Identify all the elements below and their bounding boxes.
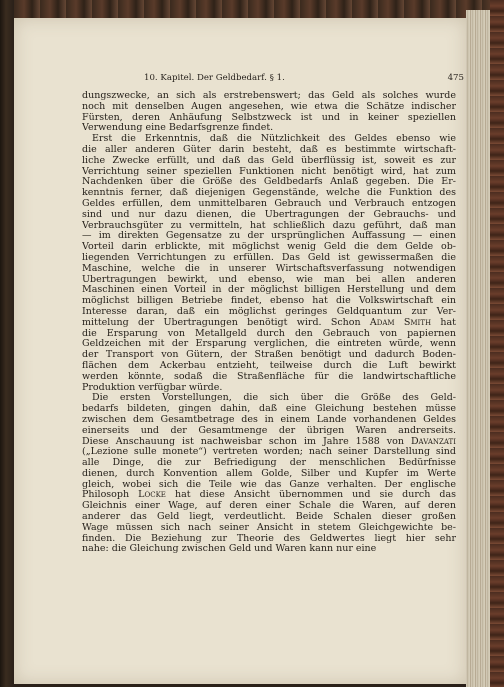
- text-line: gleich, wobei sich die Teile wie das Ganze verhalten. Der englische: [82, 479, 456, 490]
- text-line: einerseits und der Gesamtmenge der übrigen Waren andrerseits.: [82, 425, 456, 436]
- text-line: („Lezione sulle monete“) vertreten worden; nach seiner Darstellung sind: [82, 447, 456, 458]
- text-line: noch mit denselben Augen angesehen, wie etwa die Schätze indischer: [82, 101, 456, 112]
- text-line: Interesse daran, daß ein möglichst geringes Geldquantum zur Ver-: [82, 306, 456, 317]
- text-line: Maschine, welche die in unserer Wirtschaftsverfassung notwendigen: [82, 263, 456, 274]
- page-number: 475: [447, 73, 464, 83]
- text-line: zwischen dem Gesamtbetrage des in einem Lande vorhandenen Geldes: [82, 414, 456, 425]
- text-line: liche Zwecke erfüllt, und daß das Geld überflüssig ist, soweit es zur: [82, 155, 456, 166]
- text-line: kenntnis ferner, daß diejenigen Gegenstände, welche die Funktion des: [82, 188, 456, 199]
- text-line: anderer das Geld liegt, verdeutlicht. Beide Schalen dieser großen: [82, 512, 456, 523]
- text-line: Übertragungen bewirkt, und ebenso, wie man bei allen anderen: [82, 274, 456, 285]
- text-line: Erst die Erkenntnis, daß die Nützlichkeit des Geldes ebenso wie: [92, 134, 456, 145]
- text-line: Fürsten, deren Anhäufung Selbstzweck ist und in keiner speziellen: [82, 112, 456, 123]
- text-line: liegenden Verrichtungen zu erfüllen. Das Geld ist gewissermaßen die: [82, 252, 456, 263]
- text-line: mittelung der Übertragungen benötigt wird. Schon Adam Smith hat: [82, 317, 456, 328]
- text-line: dungszwecke, an sich als erstrebenswert; das Geld als solches wurde: [82, 91, 456, 101]
- text-line: möglichst billigen Betriebe findet, ebenso hat die Volkswirtschaft ein: [82, 296, 456, 307]
- text-line: Produktion verfügbar würde.: [82, 382, 223, 393]
- text-line: Philosoph Locke hat diese Ansicht übernommen und sie durch das: [82, 490, 456, 501]
- text-line: Diese Anschauung ist nachweisbar schon im Jahre 1588 von Davanzati: [82, 436, 456, 447]
- text-line: alle Dinge, die zur Befriedigung der menschlichen Bedürfnisse: [82, 458, 456, 469]
- text-line: die Ersparung von Metallgeld durch den Gebrauch von papiernen: [82, 328, 456, 339]
- text-line: Verrichtung seiner speziellen Funktionen nicht benötigt wird, hat zum: [82, 166, 456, 177]
- text-line: Verwendung eine Bedarfsgrenze findet.: [82, 123, 274, 134]
- text-line: nahe: die Gleichung zwischen Geld und Waren kann nur eine: [82, 544, 377, 555]
- text-line: finden. Die Beziehung zur Theorie des Geldwertes liegt hier sehr: [82, 533, 456, 544]
- text-line: Geldzeichen mit der Ersparung verglichen, die eintreten würde, wenn: [82, 339, 456, 350]
- text-line: Gleichnis einer Wage, auf deren einer Schale die Waren, auf deren: [82, 501, 456, 512]
- text-line: — im direkten Gegensatze zu der ursprünglichen Auffassung — einen: [82, 231, 456, 242]
- text-line: dienen, durch Konvention allem Golde, Silber und Kupfer im Werte: [82, 468, 456, 479]
- running-header-title: 10. Kapitel. Der Geldbedarf. § 1.: [144, 73, 285, 83]
- text-line: bedarfs bildeten, gingen dahin, daß eine Gleichung bestehen müsse: [82, 404, 456, 415]
- text-line: werden könnte, sodaß die Straßenfläche für die landwirtschaftliche: [82, 371, 456, 382]
- body-text: [82, 91, 456, 555]
- text-line: flächen dem Ackerbau entzieht, teilweise durch die Luft bewirkt: [82, 360, 456, 371]
- text-line: Vorteil darin erblickte, mit möglichst wenig Geld die dem Gelde ob-: [82, 242, 456, 253]
- text-line: sind und nur dazu dienen, die Übertragungen der Gebrauchs- und: [82, 209, 456, 220]
- text-line: Die ersten Vorstellungen, die sich über die Größe des Geld-: [92, 393, 456, 404]
- running-header: [96, 73, 468, 85]
- text-line: Geldes erfüllen, dem unmittelbaren Gebrauch und Verbrauch entzogen: [82, 198, 456, 209]
- text-line: Wage müssen sich nach seiner Ansicht in stetem Gleichgewichte be-: [82, 522, 456, 533]
- text-line: Verbrauchsgüter zu vermitteln, hat schließlich dazu geführt, daß man: [82, 220, 456, 231]
- text-line: Maschinen einen Vorteil in der möglichst billigen Herstellung und dem: [82, 285, 456, 296]
- text-line: die aller anderen Güter darin besteht, daß es bestimmte wirtschaft-: [82, 144, 456, 155]
- text-line: Nachdenken über die Größe des Geldbedarfs Anlaß gegeben. Die Er-: [82, 177, 456, 188]
- text-line: der Transport von Gütern, der Straßen benötigt und dadurch Boden-: [82, 350, 456, 361]
- book-cover-edge: [490, 0, 504, 687]
